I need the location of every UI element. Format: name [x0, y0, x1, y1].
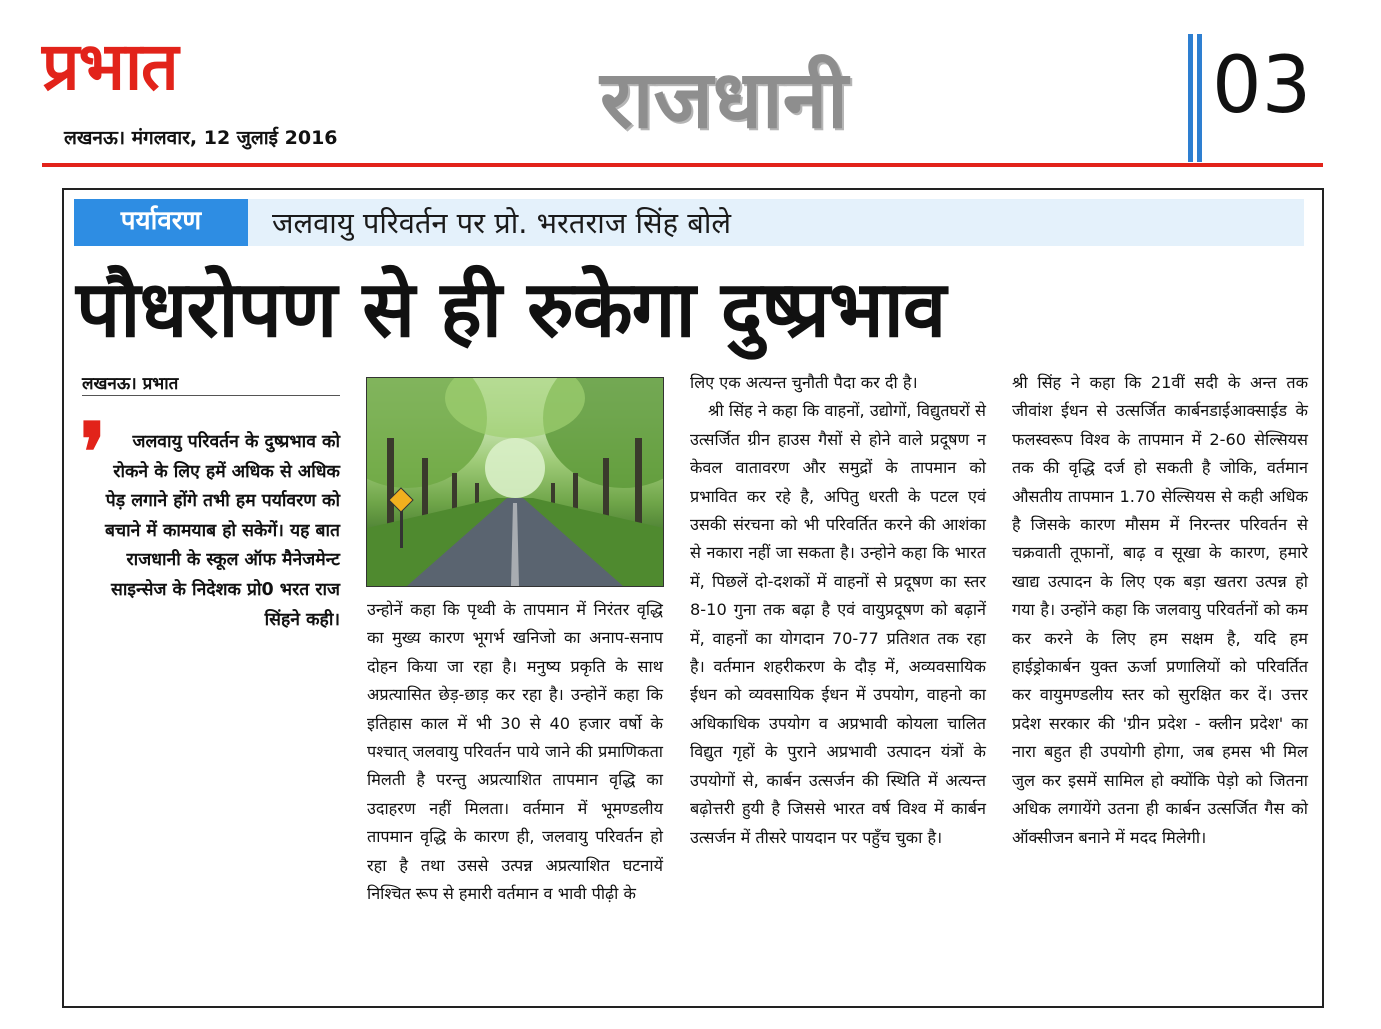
- kicker: जलवायु परिवर्तन पर प्रो. भरतराज सिंह बोले: [272, 206, 732, 240]
- newspaper-logo: [42, 26, 317, 108]
- article-column-2: [367, 596, 663, 908]
- masthead-divider: [42, 163, 1323, 167]
- page-number-bar: [1188, 34, 1193, 162]
- intro-paragraph: जलवायु परिवर्तन के दुष्प्रभाव को रोकने के लिए हमें अधिक से अधिक पेड़ लगाने होंगे तभी हम पर्यावरण को बचाने में कामयाब हो सकेगें। यह बात राजधानी के स्कूल ऑफ मैनेजमेन्ट साइन्सेज के निदेशक प्रो0 भरत राज सिंहने कही।: [104, 432, 340, 630]
- column-4-text: श्री सिंह ने कहा कि 21वीं सदी के अन्त तक जीवांश ईधन से उत्सर्जित कार्बनडाईआक्साईड के फलस्वरूप विश्व के तापमान में 2-60 सेल्सियस तक की वृद्धि दर्ज हो सकती है जोकि, वर्तमान औसतीय तापमान 1.70 सेल्सियस से कही अधिक है जिसके कारण मौसम में निरन्तर परिवर्तन से चक्रवाती तूफानों, बाढ़ व सूखा के कारण, हमारे खाद्य उत्पादन के लिए एक बड़ा खतरा उत्पन्न हो गया है। उन्होंने कहा कि जलवायु परिवर्तनों को कम कर करने के लिए हम सक्षम है, यदि हम हाईड्रोकार्बन युक्त ऊर्जा प्रणालियों को परिवर्तित कर वायुमण्डलीय स्तर को सुरक्षित कर दें। उत्तर प्रदेश सरकार की 'ग्रीन प्रदेश - क्लीन प्रदेश' का नारा बहुत ही उपयोगी होगा, जब हमस भी मिल जुल कर इसमें सामिल हो क्योंकि पेड़ो को जितना अधिक लगायेंगे उतना ही कार्बन उत्सर्जित गैस को ऑक्सीजन बनाने में मदद मिलेगी।: [1012, 373, 1308, 847]
- page-number: 03: [1212, 41, 1312, 131]
- headline: पौधरोपण से ही रुकेगा दुष्प्रभाव: [76, 265, 946, 355]
- article-column-3: [690, 369, 986, 852]
- page-number-bar: [1197, 34, 1202, 162]
- tree-lined-road-photo: [366, 377, 664, 587]
- column-3-paragraph-1: लिए एक अत्यन्त चुनौती पैदा कर दी है।: [690, 373, 918, 392]
- quote-mark-icon: ❜: [80, 405, 106, 499]
- column-3-paragraph-2: श्री सिंह ने कहा कि वाहनों, उद्योगों, विद्युतघरों से उत्सर्जित ग्रीन हाउस गैसों से होने वाले प्रदूषण न केवल वातावरण और समुद्रों के तापमान को प्रभावित कर रहे है, अपितु धरती के पटल एवं उसकी संरचना को भी परिवर्तित करने की आशंका से नकारा नहीं जा सकता है। उन्होने कहा कि भारत में, पिछलें दो-दशकों में वाहनों से प्रदूषण का स्तर 8-10 गुना तक बढ़ा है एवं वायुप्रदूषण को बढ़ानें में, वाहनों का योगदान 70-77 प्रतिशत तक रहा है। वर्तमान शहरीकरण के दौड़ में, अव्यवसायिक ईधन को व्यवसायिक ईधन में उपयोग, वाहनो का अधिकाधिक उपयोग व अप्रभावी कोयला चालित विद्युत गृहों के पुराने अप्रभावी उत्पादन यंत्रों के उपयोगों से, कार्बन उत्सर्जन की स्थिति में अत्यन्त बढ़ोत्तरी हुयी है जिससे भारत वर्ष विश्व में कार्बन उत्सर्जन में तीसरे पायदान पर पहुँच चुका है।: [690, 401, 986, 847]
- byline: लखनऊ। प्रभात: [82, 374, 179, 394]
- road-illustration-icon: [367, 378, 663, 586]
- byline-divider: [82, 395, 340, 396]
- column-2-text: उन्होनें कहा कि पृथ्वी के तापमान में निरंतर वृद्धि का मुख्य कारण भूगर्भ खनिजो का अनाप-सनाप दोहन किया जा रहा है। मनुष्य प्रकृति के साथ अप्रत्यासित छेड़-छाड़ कर रहा है। उन्होनें कहा कि इतिहास काल में भी 30 से 40 हजार वर्षो के पश्चात् जलवायु परिवर्तन पाये जाने की प्रमाणिकता मिलती है परन्तु अप्रत्याशित तापमान वृद्धि का उदाहरण नहीं मिलता। वर्तमान में भूमण्डलीय तापमान वृद्धि के कारण ही, जलवायु परिवर्तन हो रहा है तथा उससे उत्पन्न अप्रत्याशित घटनायें निश्चित रूप से हमारी वर्तमान व भावी पीढ़ी के: [367, 600, 663, 904]
- logo-text: प्रभात: [42, 28, 178, 105]
- category-tag: पर्यावरण: [74, 199, 248, 246]
- dateline: लखनऊ। मंगलवार, 12 जुलाई 2016: [64, 127, 338, 149]
- article-column-4: [1012, 369, 1308, 852]
- section-title: राजधानी: [600, 53, 848, 146]
